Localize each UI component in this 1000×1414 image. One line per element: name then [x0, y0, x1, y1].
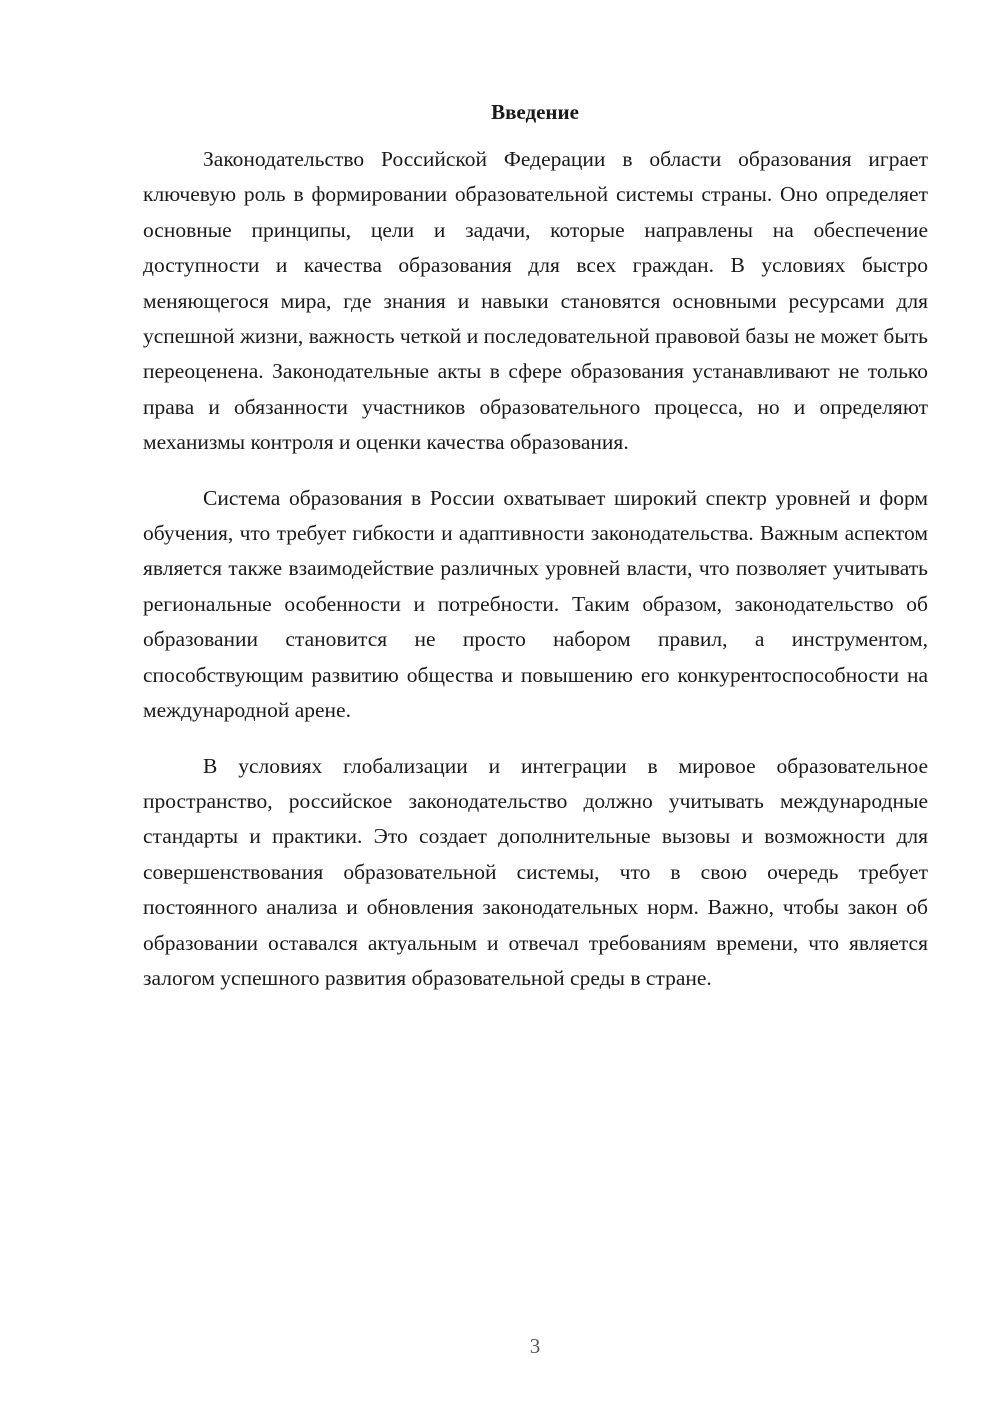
page-number: 3	[529, 1334, 541, 1358]
paragraph-2: Система образования в России охватывает широкий спектр уровней и форм обучения, что требует гибкости и адаптивности законодательства. Важным аспектом является также взаимодействие различных уровней власти, что позволяет учитывать региональные особенности и потребности. Таким образом, законодательство об образовании становится не просто набором правил, а инструментом, способствующим развитию общества и повышению его конкурентоспособности на международной арене.	[143, 485, 928, 723]
paragraph-1: Законодательство Российской Федерации в области образования играет ключевую роль в формировании образовательной системы страны. Оно определяет основные принципы, цели и задачи, которые направлены на обеспечение доступности и качества образования для всех граждан. В условиях быстро меняющегося мира, где знания и навыки становятся основными ресурсами для успешной жизни, важность четкой и последовательной правовой базы не может быть переоценена. Законодательные акты в сфере образования устанавливают не только права и обязанности участников образовательного процесса, но и определяют механизмы контроля и оценки качества образования.	[143, 147, 928, 455]
body-text	[143, 142, 928, 996]
section-heading: Введение	[491, 100, 579, 124]
paragraph-3: В условиях глобализации и интеграции в мировое образовательное пространство, российское законодательство должно учитывать международные стандарты и практики. Это создает дополнительные вызовы и возможности для совершенствования образовательной системы, что в свою очередь требует постоянного анализа и обновления законодательных норм. Важно, чтобы закон об образовании оставался актуальным и отвечал требованиям времени, что является залогом успешного развития образовательной среды в стране.	[143, 753, 928, 990]
